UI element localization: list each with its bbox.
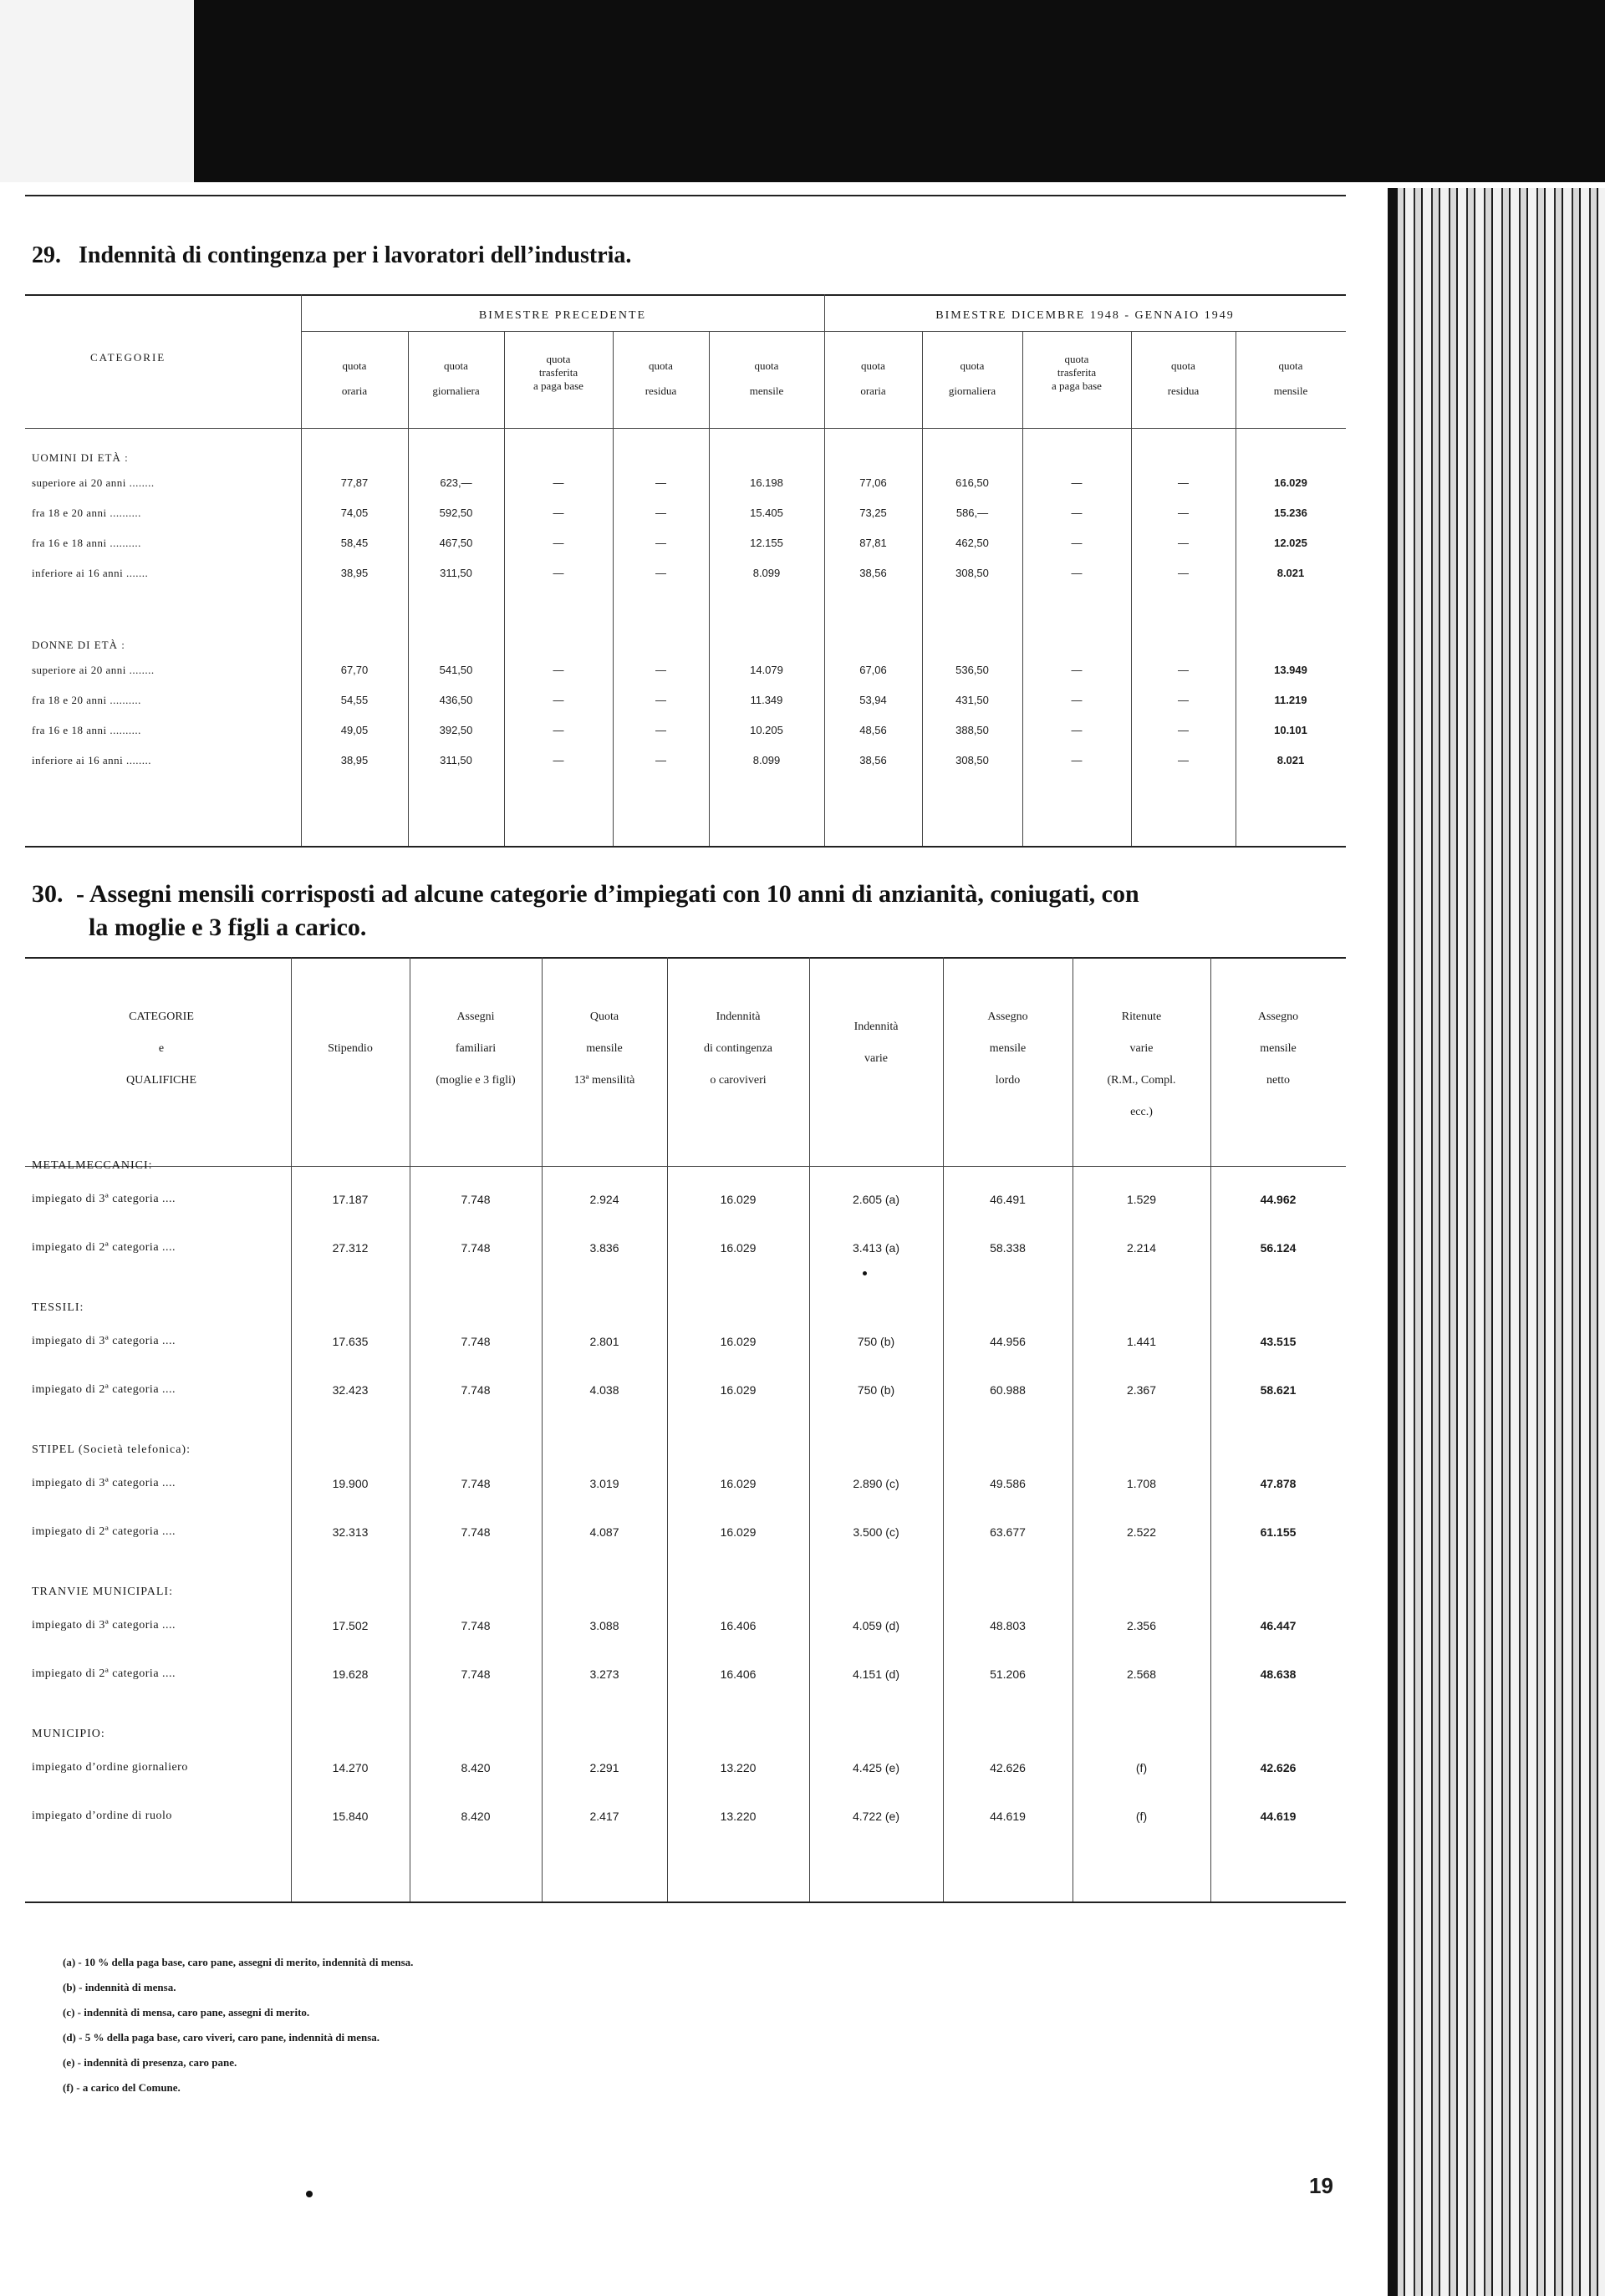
group-label: DONNE DI ETÀ : [32, 639, 125, 651]
table-cell: 392,50 [439, 724, 473, 736]
table-cell: 58,45 [340, 537, 369, 549]
column-header-line: quota [649, 359, 673, 372]
column-header-line: quota [1064, 353, 1089, 365]
column-header [408, 359, 504, 398]
table-cell: 48.803 [990, 1619, 1026, 1632]
col-divider [1131, 331, 1132, 846]
table-cell: 19.900 [332, 1477, 369, 1490]
table-cell: — [655, 537, 666, 549]
table-cell: — [655, 694, 666, 706]
document-page [0, 182, 1388, 2296]
table-cell: — [655, 567, 666, 579]
table-cell: 7.748 [461, 1619, 491, 1632]
scan-border-corner [0, 0, 194, 182]
column-header-line: trasferita [1057, 366, 1097, 379]
column-header-line: mensile [1273, 384, 1308, 397]
column-header [32, 1007, 291, 1102]
column-header-line: giornaliera [432, 384, 480, 397]
table-cell: 3.836 [589, 1241, 619, 1255]
table-cell: 32.313 [332, 1525, 369, 1539]
table-cell: 16.198 [750, 476, 783, 489]
table-cell: — [1071, 724, 1083, 736]
table-cell: 7.748 [461, 1383, 491, 1397]
section-30-title [32, 878, 1353, 944]
column-header-line: e [158, 1042, 165, 1055]
table-cell: — [655, 476, 666, 489]
table-cell: 16.029 [720, 1335, 757, 1348]
col-divider [922, 331, 923, 846]
group-header-previous: BIMESTRE PRECEDENTE [478, 309, 647, 322]
row-label: impiegato di 2ª categoria .... [32, 1525, 176, 1538]
column-header [410, 1007, 542, 1102]
column-header [943, 1007, 1073, 1102]
table-cell: 541,50 [439, 664, 473, 676]
column-header [613, 359, 709, 398]
table-cell: 54,55 [340, 694, 369, 706]
table-cell: 3.088 [589, 1619, 619, 1632]
table-cell: 27.312 [332, 1241, 369, 1255]
table-cell: 3.413 (a) [852, 1241, 900, 1255]
table-cell: 592,50 [439, 507, 473, 519]
table-cell: 2.356 [1126, 1619, 1157, 1632]
table-cell: 8.099 [752, 754, 781, 766]
table-cell: 623,— [440, 476, 472, 489]
column-header [504, 353, 613, 393]
column-header-line: 13ª mensilità [573, 1074, 635, 1087]
table-cell: — [1071, 567, 1083, 579]
table-cell: 17.635 [332, 1335, 369, 1348]
footnote-item: (b) - indennità di mensa. [63, 1981, 176, 1993]
table-cell: 19.628 [332, 1667, 369, 1681]
table-cell: 48,56 [859, 724, 887, 736]
scan-border-top [0, 0, 1605, 182]
column-header [1073, 1007, 1210, 1134]
table-29-group-rule [301, 331, 1346, 332]
table-cell: 49.586 [990, 1477, 1026, 1490]
table-cell: 467,50 [439, 537, 473, 549]
column-header-line: residua [645, 384, 677, 397]
group-label: METALMECCANICI: [32, 1159, 153, 1172]
table-cell: 48.638 [1260, 1667, 1297, 1681]
table-cell: 44.619 [990, 1810, 1026, 1823]
table-cell: 4.087 [589, 1525, 619, 1539]
column-header [1022, 353, 1131, 393]
table-cell: — [553, 754, 564, 766]
section-30-heading-line1: - Assegni mensili corrisposti ad alcune categorie d’impiegati con 10 anni di anzianità, coniugati, con [76, 880, 1139, 908]
column-header-line: quota [1171, 359, 1195, 372]
table-cell: 16.029 [720, 1383, 757, 1397]
table-cell: 12.155 [750, 537, 783, 549]
table-cell: 56.124 [1260, 1241, 1297, 1255]
table-cell: 311,50 [440, 754, 472, 766]
table-cell: 16.029 [720, 1525, 757, 1539]
table-cell: — [553, 664, 564, 676]
table-cell: 38,95 [340, 754, 369, 766]
footnote-item: (e) - indennità di presenza, caro pane. [63, 2056, 237, 2069]
group-label: TESSILI: [32, 1301, 84, 1314]
table-cell: 58.621 [1260, 1383, 1297, 1397]
table-cell: — [655, 664, 666, 676]
table-cell: 8.021 [1276, 567, 1305, 579]
column-header-line: a paga base [533, 379, 583, 392]
table-cell: — [553, 537, 564, 549]
column-header [542, 1007, 667, 1102]
column-header-line: trasferita [538, 366, 578, 379]
footnote-item: (d) - 5 % della paga base, caro viveri, caro pane, indennità di mensa. [63, 2031, 380, 2044]
table-cell: 8.099 [752, 567, 781, 579]
table-cell: 4.151 (d) [852, 1667, 900, 1681]
table-cell: 77,06 [859, 476, 887, 489]
column-header-line: Ritenute [1121, 1011, 1162, 1023]
table-cell: 43.515 [1260, 1335, 1297, 1348]
table-cell: — [553, 507, 564, 519]
column-header-line: quota [342, 359, 367, 372]
footnote-item: (c) - indennità di mensa, caro pane, assegni di merito. [63, 2006, 310, 2019]
col-divider [408, 331, 409, 846]
column-header-line: varie [1129, 1042, 1154, 1055]
table-cell: — [553, 567, 564, 579]
table-cell: 14.079 [750, 664, 783, 676]
table-29-bottom-rule [25, 846, 1346, 848]
ink-dot [306, 2191, 313, 2197]
table-cell: — [1178, 754, 1189, 766]
table-cell: 1.441 [1126, 1335, 1157, 1348]
column-header-line: quota [861, 359, 885, 372]
column-header-line: giornaliera [948, 384, 996, 397]
table-cell: 49,05 [340, 724, 369, 736]
row-label: fra 16 e 18 anni .......... [32, 724, 141, 736]
table-cell: 10.101 [1274, 724, 1307, 736]
footnote-item: (f) - a carico del Comune. [63, 2081, 181, 2094]
table-cell: 3.273 [589, 1667, 619, 1681]
table-cell: — [1178, 567, 1189, 579]
column-header-line: (moglie e 3 figli) [436, 1074, 516, 1087]
table-cell: 431,50 [955, 694, 989, 706]
table-30-bottom-rule [25, 1901, 1346, 1903]
group-label: UOMINI DI ETÀ : [32, 451, 129, 464]
table-cell: — [1178, 724, 1189, 736]
table-cell: 46.491 [990, 1193, 1026, 1206]
column-header-line: mensile [749, 384, 784, 397]
table-cell: 2.367 [1126, 1383, 1157, 1397]
ink-dot [863, 1271, 867, 1275]
column-header-line: netto [1266, 1074, 1290, 1087]
table-cell: 7.748 [461, 1193, 491, 1206]
table-cell: 13.220 [720, 1810, 757, 1823]
table-cell: 586,— [955, 507, 989, 519]
table-cell: 4.038 [589, 1383, 619, 1397]
table-cell: 87,81 [859, 537, 887, 549]
row-label: fra 18 e 20 anni .......... [32, 694, 141, 706]
column-header-line: QUALIFICHE [126, 1074, 196, 1087]
table-cell: 7.748 [461, 1241, 491, 1255]
column-header-line: mensile [586, 1042, 623, 1055]
table-cell: 42.626 [990, 1761, 1026, 1774]
section-30-heading-line2: la moglie e 3 figli a carico. [89, 914, 367, 941]
table-cell: 38,56 [859, 754, 887, 766]
column-header-line: CATEGORIE [129, 1011, 194, 1023]
row-label: impiegato di 3ª categoria .... [32, 1477, 176, 1489]
table-cell: 13.220 [720, 1761, 757, 1774]
column-header-line: Assegno [1257, 1011, 1299, 1023]
column-header-line: mensile [989, 1042, 1027, 1055]
column-header-line: quota [444, 359, 468, 372]
table-cell: 44.619 [1260, 1810, 1297, 1823]
col-divider [613, 331, 614, 846]
column-header [1236, 359, 1346, 398]
table-cell: 51.206 [990, 1667, 1026, 1681]
table-cell: 42.626 [1260, 1761, 1297, 1774]
table-cell: 8.420 [461, 1810, 491, 1823]
section-29-number: 29. [32, 242, 61, 268]
column-header-line: Quota [589, 1011, 619, 1023]
table-cell: 15.405 [750, 507, 783, 519]
table-cell: 462,50 [955, 537, 989, 549]
column-header-line: Assegno [987, 1011, 1028, 1023]
table-cell: 388,50 [955, 724, 989, 736]
table-cell: 750 (b) [857, 1335, 895, 1348]
table-cell: — [553, 476, 564, 489]
table-cell: — [553, 724, 564, 736]
table-cell: 16.029 [720, 1477, 757, 1490]
table-cell: — [1178, 537, 1189, 549]
table-cell: 2.522 [1126, 1525, 1157, 1539]
table-cell: — [1071, 476, 1083, 489]
row-label: impiegato di 3ª categoria .... [32, 1335, 176, 1347]
section-30-number: 30. [32, 880, 64, 908]
table-cell: 11.219 [1274, 694, 1307, 706]
table-cell: 8.420 [461, 1761, 491, 1774]
column-header-line: o caroviveri [710, 1074, 767, 1087]
table-cell: 2.568 [1126, 1667, 1157, 1681]
table-cell: 17.502 [332, 1619, 369, 1632]
table-cell: 2.291 [589, 1761, 619, 1774]
table-cell: 750 (b) [857, 1383, 895, 1397]
table-cell: 16.029 [720, 1241, 757, 1255]
row-label: impiegato di 2ª categoria .... [32, 1667, 176, 1680]
table-cell: 60.988 [990, 1383, 1026, 1397]
table-cell: 14.270 [332, 1761, 369, 1774]
table-cell: 7.748 [461, 1335, 491, 1348]
column-header-line: Assegni [456, 1011, 495, 1023]
table-cell: 308,50 [955, 754, 989, 766]
table-cell: — [1071, 537, 1083, 549]
table-cell: 10.205 [750, 724, 783, 736]
group-header-current: BIMESTRE DICEMBRE 1948 - GENNAIO 1949 [935, 309, 1235, 322]
group-label: TRANVIE MUNICIPALI: [32, 1586, 173, 1598]
table-cell: 2.801 [589, 1335, 619, 1348]
top-rule [25, 195, 1346, 196]
table-cell: 616,50 [955, 476, 989, 489]
table-cell: — [655, 507, 666, 519]
section-29-heading: Indennità di contingenza per i lavoratori dell’industria. [79, 242, 632, 268]
column-header-line: familiari [455, 1042, 497, 1055]
table-cell: 44.956 [990, 1335, 1026, 1348]
table-cell: 77,87 [340, 476, 369, 489]
row-label: impiegato di 3ª categoria .... [32, 1193, 176, 1205]
column-header-line: varie [864, 1052, 888, 1065]
row-label: impiegato di 2ª categoria .... [32, 1241, 176, 1254]
table-cell: 2.417 [589, 1810, 619, 1823]
table-cell: 1.529 [1126, 1193, 1157, 1206]
col-divider [1022, 331, 1023, 846]
table-cell: 2.605 (a) [852, 1193, 900, 1206]
footnote-item: (a) - 10 % della paga base, caro pane, assegni di merito, indennità di mensa. [63, 1956, 414, 1968]
page-number: 19 [1309, 2173, 1333, 2198]
column-header [809, 1017, 943, 1112]
column-header-line [291, 1007, 410, 1027]
table-cell: 17.187 [332, 1193, 369, 1206]
table-cell: 311,50 [440, 567, 472, 579]
table-30-header-rule [25, 1166, 1346, 1167]
table-cell: 46.447 [1260, 1619, 1297, 1632]
table-cell: 38,56 [859, 567, 887, 579]
table-cell: 16.406 [720, 1619, 757, 1632]
table-cell: — [553, 694, 564, 706]
column-header [1210, 1007, 1346, 1102]
table-cell: 2.214 [1126, 1241, 1157, 1255]
page-edge-stack [1388, 188, 1605, 2296]
column-header [709, 359, 824, 398]
column-header-line: (R.M., Compl. [1107, 1074, 1176, 1087]
table-cell: 47.878 [1260, 1477, 1297, 1490]
table-cell: 536,50 [955, 664, 989, 676]
column-header-line: di contingenza [703, 1042, 773, 1055]
table-cell: 73,25 [859, 507, 887, 519]
table-cell: 1.708 [1126, 1477, 1157, 1490]
table-cell: 4.425 (e) [852, 1761, 900, 1774]
table-cell: 38,95 [340, 567, 369, 579]
row-label: inferiore ai 16 anni ....... [32, 567, 149, 579]
row-label: fra 16 e 18 anni .......... [32, 537, 141, 549]
table-cell: (f) [1135, 1810, 1148, 1823]
table-cell: 53,94 [859, 694, 887, 706]
group-label: MUNICIPIO: [32, 1728, 105, 1740]
table-cell: 16.029 [1274, 476, 1307, 489]
column-header-line: Indennità [853, 1021, 899, 1033]
table-cell: — [1178, 476, 1189, 489]
table-cell: — [1178, 664, 1189, 676]
column-header [824, 359, 922, 398]
table-cell: (f) [1135, 1761, 1148, 1774]
table-cell: 63.677 [990, 1525, 1026, 1539]
column-header-line: a paga base [1052, 379, 1102, 392]
table-cell: 3.019 [589, 1477, 619, 1490]
table-cell: — [1178, 694, 1189, 706]
column-header-line: oraria [860, 384, 886, 397]
col-divider [709, 331, 710, 846]
row-label: fra 18 e 20 anni .......... [32, 507, 141, 519]
group-label: STIPEL (Società telefonica): [32, 1443, 191, 1456]
table-cell: — [1071, 754, 1083, 766]
table-cell: 58.338 [990, 1241, 1026, 1255]
table-cell: 7.748 [461, 1667, 491, 1681]
table-cell: 61.155 [1260, 1525, 1297, 1539]
column-header [291, 1007, 410, 1102]
table-cell: 16.406 [720, 1667, 757, 1681]
table-cell: 16.029 [720, 1193, 757, 1206]
column-header-line: mensile [1260, 1042, 1297, 1055]
column-header-line: quota [1278, 359, 1303, 372]
table-cell: — [1178, 507, 1189, 519]
table-cell: 12.025 [1274, 537, 1307, 549]
table-cell: 74,05 [340, 507, 369, 519]
column-header-line: Indennità [716, 1011, 761, 1023]
table-cell: 32.423 [332, 1383, 369, 1397]
table-cell: — [655, 754, 666, 766]
table-cell: — [655, 724, 666, 736]
table-30-top-rule [25, 957, 1346, 959]
table-cell: 44.962 [1260, 1193, 1297, 1206]
table-29-header-rule [25, 428, 1346, 429]
category-column-header: CATEGORIE [90, 351, 166, 364]
row-label: superiore ai 20 anni ........ [32, 664, 155, 676]
column-header [667, 1007, 809, 1102]
column-header-line [291, 1071, 410, 1091]
table-cell: — [1071, 664, 1083, 676]
column-header-line: oraria [341, 384, 368, 397]
table-cell: 7.748 [461, 1477, 491, 1490]
row-label: inferiore ai 16 anni ........ [32, 754, 152, 766]
column-header-line [809, 1081, 943, 1101]
table-cell: — [1071, 507, 1083, 519]
table-cell: — [1071, 694, 1083, 706]
column-header [1131, 359, 1236, 398]
column-header-line: quota [754, 359, 779, 372]
table-cell: 67,70 [340, 664, 369, 676]
table-cell: 15.236 [1274, 507, 1307, 519]
column-header [301, 359, 408, 398]
table-cell: 8.021 [1276, 754, 1305, 766]
row-label: impiegato di 3ª categoria .... [32, 1619, 176, 1632]
column-header-line: ecc.) [1130, 1106, 1153, 1118]
row-label: superiore ai 20 anni ........ [32, 476, 155, 489]
table-cell: 308,50 [955, 567, 989, 579]
row-label: impiegato d’ordine di ruolo [32, 1810, 172, 1822]
row-label: impiegato d’ordine giornaliero [32, 1761, 188, 1774]
table-cell: 15.840 [332, 1810, 369, 1823]
row-label: impiegato di 2ª categoria .... [32, 1383, 176, 1396]
column-header-line: lordo [995, 1074, 1021, 1087]
table-cell: 11.349 [750, 694, 783, 706]
table-cell: 67,06 [859, 664, 887, 676]
column-header-line: Stipendio [328, 1042, 373, 1055]
table-cell: 2.890 (c) [853, 1477, 899, 1490]
table-cell: 7.748 [461, 1525, 491, 1539]
column-header-line: quota [546, 353, 571, 365]
table-cell: 3.500 (c) [853, 1525, 899, 1539]
table-cell: 4.722 (e) [852, 1810, 900, 1823]
table-cell: 436,50 [439, 694, 473, 706]
table-cell: 4.059 (d) [852, 1619, 900, 1632]
table-cell: 13.949 [1274, 664, 1307, 676]
section-29-title [32, 242, 631, 269]
table-29-top-rule [25, 294, 1346, 296]
column-header [922, 359, 1022, 398]
table-cell: 2.924 [589, 1193, 619, 1206]
column-header-line: residua [1167, 384, 1200, 397]
column-header-line: quota [960, 359, 985, 372]
col-divider [504, 331, 505, 846]
